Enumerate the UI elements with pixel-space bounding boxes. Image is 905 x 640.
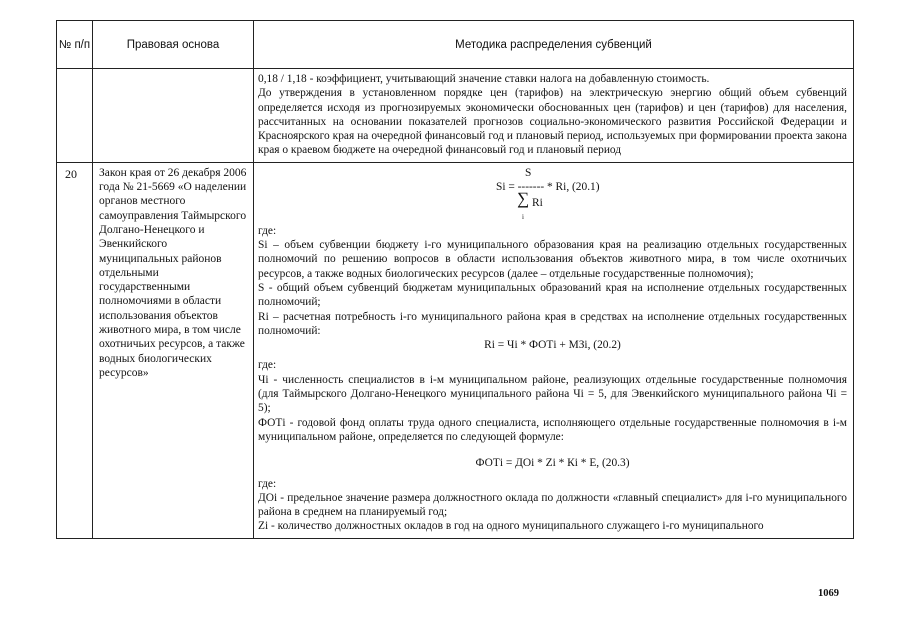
formula-20-1 <box>258 166 847 224</box>
header-legal-basis: Правовая основа <box>93 21 254 69</box>
header-number: № п/п <box>57 21 93 69</box>
row-number: 20 <box>57 162 93 538</box>
cell-method-continued <box>254 69 854 163</box>
tariff-text: До утверждения в установленном порядке цен (тарифов) на электрическую энергию общий объем субвенций определяется исходя из прогнозируемых экономически обоснованных цен (тарифов) и цен (тарифов) для населения, рассчитанных на основании показателей прогнозов социально-экономического развития Российской Федерации и Красноярского края на очередной финансовый год и плановый период, используемых при формировании проекта закона края о краевом бюджете на очередной финансовый год и плановый период <box>258 87 847 157</box>
formula-denominator: Ri <box>532 196 543 209</box>
definition-chi: Чi - численность специалистов в i-м муниципальном районе, реализующих отдельные государственные полномочия (для Таймырского Долгано-Ненецкого муниципального района Чi = 5, для Эвенкийского муниципального района Чi = 5); <box>258 373 847 415</box>
definition-ri: Ri – расчетная потребность i-го муниципального района края в средствах на исполнение отдельных государственных полномочий: <box>258 310 847 337</box>
sum-symbol: ∑ <box>517 188 530 208</box>
legal-basis: Закон края от 26 декабря 2006 года № 21-5669 «О наделении органов местного самоуправления Таймырского Долгано-Ненецкого и Эвенкийского муниципальных районов отдельными государственными полномочиями в области использования объектов животного мира, в том числе охотничьих ресурсов, а также водных биологических ресурсов» <box>93 162 254 538</box>
sum-index: i <box>522 212 524 221</box>
table-row-continued <box>57 69 854 163</box>
header-method: Методика распределения субвенций <box>254 21 854 69</box>
subvention-table <box>56 20 854 539</box>
formula-20-2: Ri = Чi * ФОТi + МЗi, (20.2) <box>484 339 621 352</box>
where-1: где: <box>258 224 277 237</box>
definition-si: Si – объем субвенции бюджету i-го муниципального образования края на реализацию отдельных государственных полномочий по решению вопросов в области использования объектов животного мира, в том числе охотничьих ресурсов, а также водных биологических ресурсов (далее – отдельные государственные полномочия); <box>258 239 847 280</box>
where-3: где: <box>258 477 277 490</box>
formula-lhs: Si = ------- * Ri, (20.1) <box>496 180 600 193</box>
cell-empty-basis <box>93 69 254 163</box>
vat-coefficient-text: 0,18 / 1,18 - коэффициент, учитывающий значение ставки налога на добавленную стоимость. <box>258 73 710 85</box>
definition-doi: ДОi - предельное значение размера должностного оклада по должности «главный специалист» для i-го муниципального района в среднем на планируемый год; <box>258 491 847 519</box>
cell-empty-number <box>57 69 93 163</box>
where-2: где: <box>258 359 277 372</box>
page-number: 1069 <box>818 588 839 599</box>
table-row-20 <box>57 162 854 538</box>
definition-zi: Zi - количество должностных окладов в год на одного муниципального служащего i-го муниципального <box>258 520 764 533</box>
definition-s: S - общий объем субвенций бюджетам муниципальных образований края на исполнение отдельных государственных полномочий; <box>258 281 847 309</box>
method-text <box>254 162 854 538</box>
definition-foti: ФОТi - годовой фонд оплаты труда одного специалиста, исполняющего отдельные государственные полномочия в i-м муниципальном районе, определяется по следующей формуле: <box>258 416 847 443</box>
table-header-row <box>57 21 854 69</box>
formula-20-3: ФОТi = ДОi * Zi * Кi * Е, (20.3) <box>475 457 630 470</box>
formula-numerator: S <box>525 166 532 179</box>
